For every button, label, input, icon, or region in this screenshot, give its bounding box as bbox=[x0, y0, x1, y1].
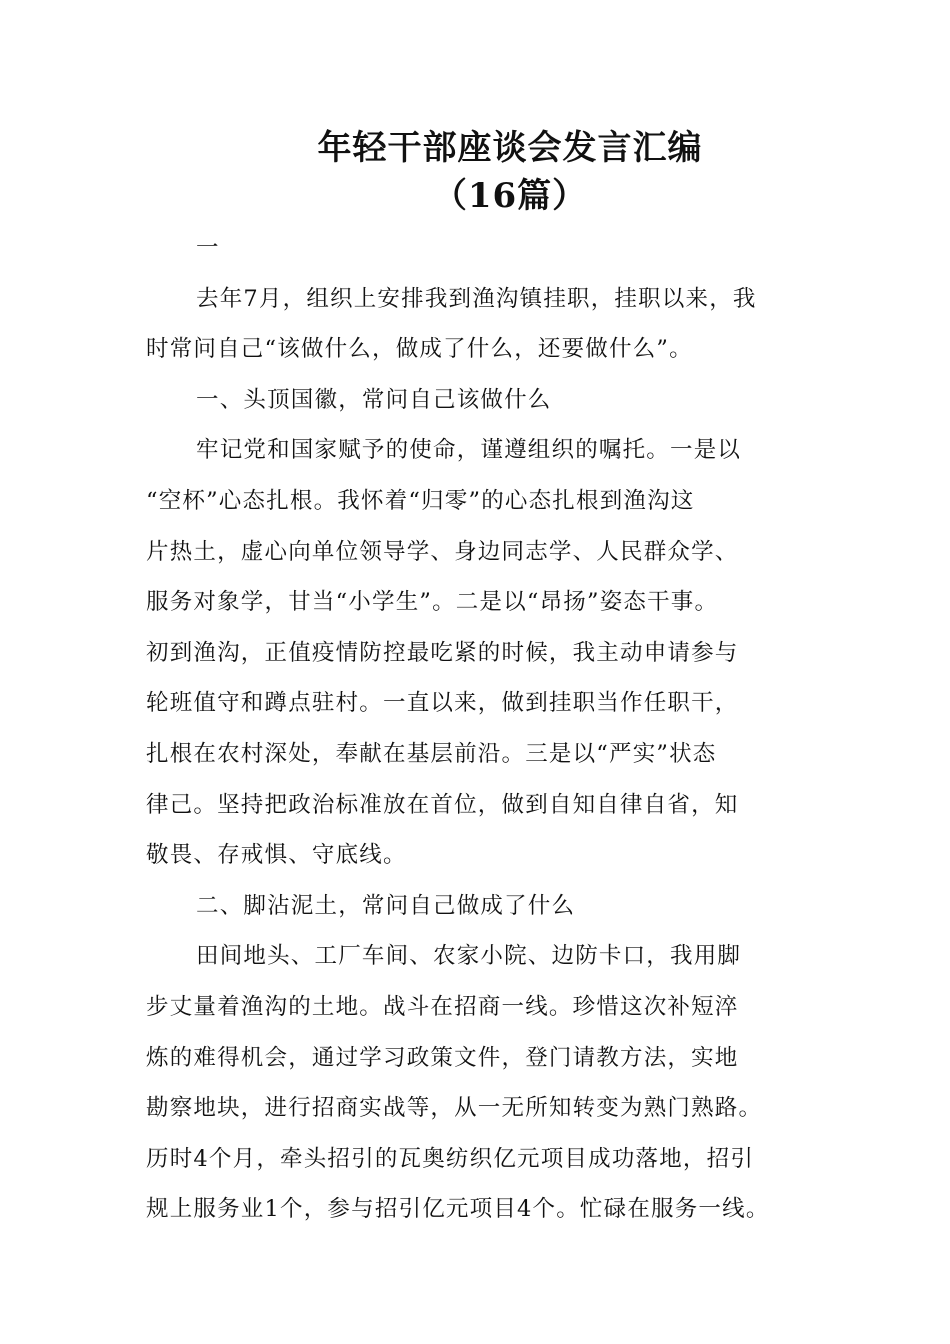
document-title: 年轻干部座谈会发言汇编 bbox=[317, 128, 703, 168]
body-line: 律己。坚持把政治标准放在首位，做到自知自律自省，知 bbox=[146, 791, 739, 818]
body-line: 二、脚沾泥土，常问自己做成了什么 bbox=[196, 892, 576, 919]
body-line: 步丈量着渔沟的土地。战斗在招商一线。珍惜这次补短淬 bbox=[146, 994, 739, 1020]
body-line: 服务对象学，甘当“小学生”。二是以“昂扬”姿态干事。 bbox=[146, 589, 719, 616]
body-line: 一、头顶国徽，常问自己该做什么 bbox=[196, 386, 552, 413]
body-line: 轮班值守和蹲点驻村。一直以来，做到挂职当作任职干， bbox=[146, 690, 739, 717]
body-line: 田间地头、工厂车间、农家小院、边防卡口，我用脚 bbox=[196, 943, 742, 970]
body-line: 敬畏、存戒惧、守底线。 bbox=[146, 842, 407, 869]
body-line: 去年7月，组织上安排我到渔沟镇挂职，挂职以来，我 bbox=[196, 285, 757, 312]
body-line: 勘察地块，进行招商实战等，从一无所知转变为熟门熟路。 bbox=[146, 1095, 763, 1122]
body-line: 炼的难得机会，通过学习政策文件，登门请教方法，实地 bbox=[146, 1044, 739, 1071]
body-line: 扎根在农村深处，奉献在基层前沿。三是以“严实”状态 bbox=[146, 741, 717, 767]
document-subtitle: （16篇） bbox=[432, 176, 588, 216]
body-line: 规上服务业1个，参与招引亿元项目4个。忙碌在服务一线。 bbox=[146, 1196, 770, 1223]
body-line: 初到渔沟，正值疫情防控最吃紧的时候，我主动申请参与 bbox=[146, 639, 739, 666]
body-line: 片热土，虚心向单位领导学、身边同志学、人民群众学、 bbox=[146, 538, 739, 565]
body-line: “空杯”心态扎根。我怀着“归零”的心态扎根到渔沟这 bbox=[146, 488, 695, 514]
body-line: 时常问自己“该做什么，做成了什么，还要做什么”。 bbox=[146, 336, 693, 363]
body-line: 牢记党和国家赋予的使命，谨遵组织的嘱托。一是以 bbox=[196, 437, 742, 464]
body-line: 历时4个月，牵头招引的瓦奥纺织亿元项目成功落地，招引 bbox=[146, 1145, 755, 1172]
body-line: 一 bbox=[196, 235, 220, 261]
